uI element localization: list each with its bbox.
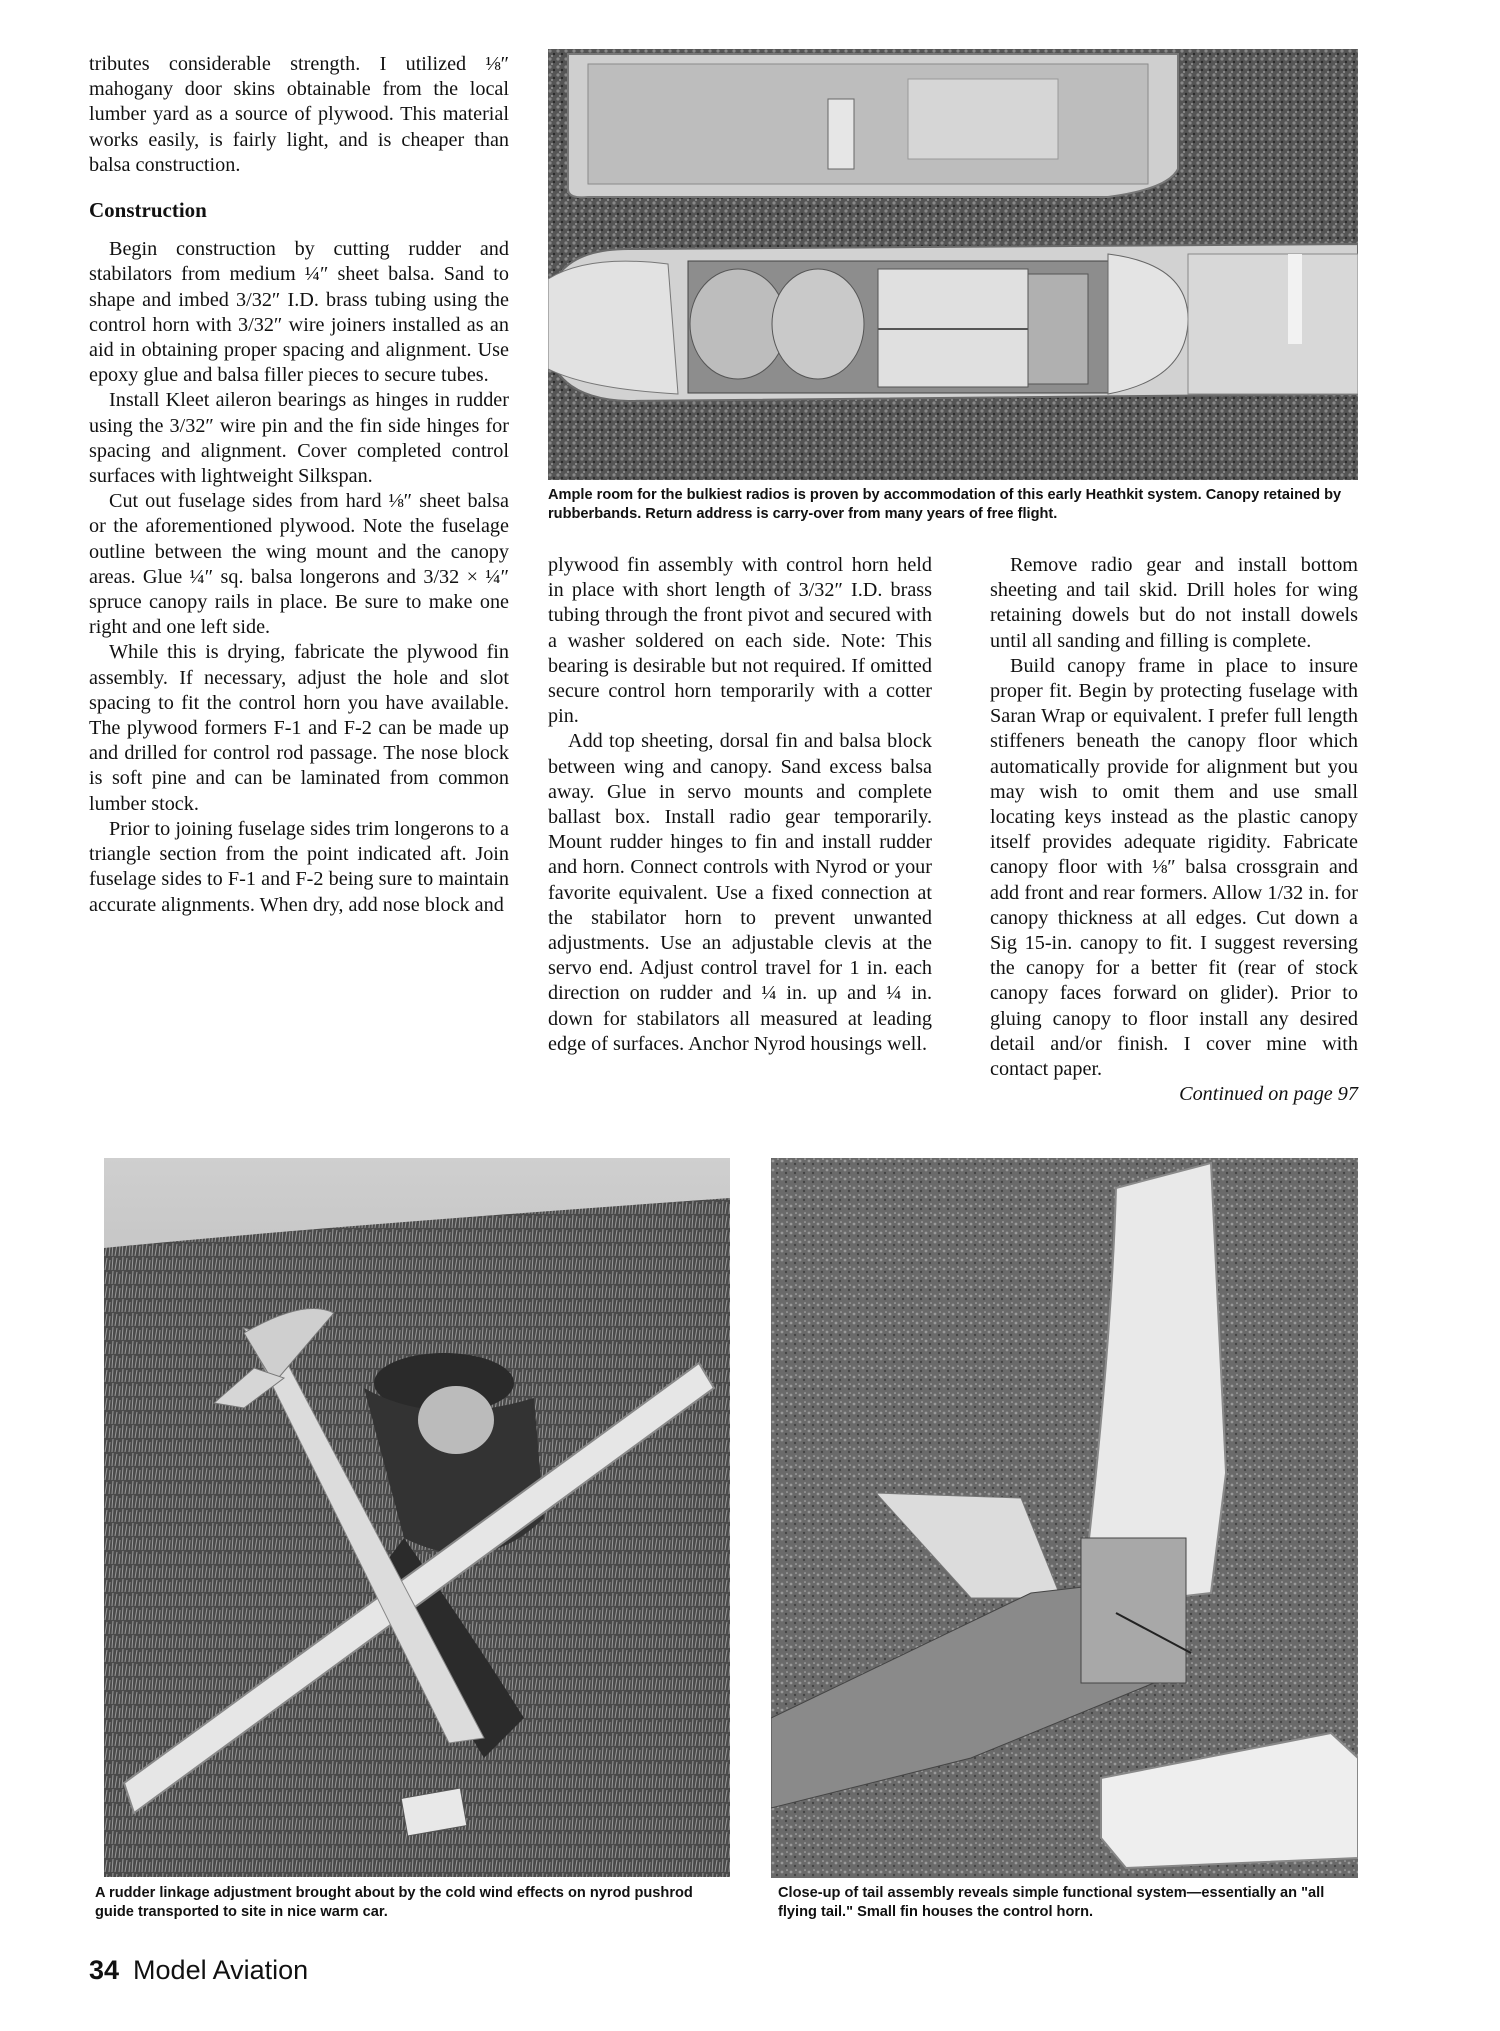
paragraph: tributes considerable strength. I utilized ⅛″ mahogany door skins obtainable from the local lumber yard as a source of plywood. This material works easily, is fairly light, and is cheaper than balsa construction. xyxy=(89,53,509,176)
paragraph: Begin construction by cutting rudder and stabilators from medium ¼″ sheet balsa. Sand to shape and imbed 3/32″ I.D. brass tubing using the control horn with 3/32″ wire joiners installed as an aid in obtaining proper spacing and alignment. Use epoxy glue and balsa filler pieces to secure tubes. xyxy=(89,238,509,387)
paragraph: Remove radio gear and install bottom sheeting and tail skid. Drill holes for wing retaining dowels but do not install dowels until all sanding and filling is complete. xyxy=(990,554,1358,652)
column-2 xyxy=(548,553,932,1057)
paragraph: Prior to joining fuselage sides trim longerons to a triangle section from the point indicated aft. Join fuselage sides to F-1 and F-2 being sure to maintain accurate alignments. When dry, add nose block and xyxy=(89,817,509,916)
page-footer xyxy=(89,1955,308,1985)
column-1 xyxy=(89,52,509,918)
section-heading: Construction xyxy=(89,198,207,223)
photo-tail-assembly xyxy=(771,1158,1358,1878)
paragraph: Cut out fuselage sides from hard ⅛″ sheet balsa or the aforementioned plywood. Note the fuselage outline between the wing mount and the canopy areas. Glue ¼″ sq. balsa longerons and 3/32 × ¼″ spruce canopy rails in place. Be sure to make one right and one left side. xyxy=(89,490,509,639)
paragraph: Install Kleet aileron bearings as hinges in rudder using the 3/32″ wire pin and the fin side hinges for spacing and alignment. Cover completed control surfaces with lightweight Silkspan. xyxy=(89,389,509,488)
caption-top: Ample room for the bulkiest radios is proven by accommodation of this early Heathkit system. Canopy retained by rubberbands. Return address is carry-over from many years of free flight. xyxy=(548,487,1342,522)
photo-glider-field xyxy=(104,1158,730,1877)
paragraph: While this is drying, fabricate the plywood fin assembly. If necessary, adjust the hole and slot spacing to fit the control horn you have available. The plywood formers F-1 and F-2 can be made up and drilled for control rod passage. The nose block is soft pine and can be laminated from common lumber stock. xyxy=(89,641,509,815)
paragraph: plywood fin assembly with control horn held in place with short length of 3/32″ I.D. brass tubing through the front pivot and secured with a washer soldered on each side. Note: This bearing is desirable but not required. If omitted secure control horn temporarily with a cotter pin. xyxy=(548,554,932,728)
magazine-name: Model Aviation xyxy=(133,1955,309,1985)
photo-radio-compartment xyxy=(548,49,1358,480)
caption-bottom-right: Close-up of tail assembly reveals simple functional system—essentially an "all flying tail." Small fin houses the control horn. xyxy=(778,1885,1325,1920)
column-3 xyxy=(990,553,1358,1107)
paragraph: Add top sheeting, dorsal fin and balsa block between wing and canopy. Sand excess balsa away. Glue in servo mounts and complete ballast box. Install radio gear temporarily. Mount rudder hinges to fin and install rudder and horn. Connect controls with Nyrod or your favorite equivalent. Use a fixed connection at the stabilator horn to prevent unwanted adjustments. Use an adjustable clevis at the servo end. Adjust control travel for 1 in. each direction on rudder and ¼ in. up and ¼ in. down for stabilators all measured at leading edge of surfaces. Anchor Nyrod housings well. xyxy=(548,730,932,1055)
paragraph: Build canopy frame in place to insure proper fit. Begin by protecting fuselage with Saran Wrap or equivalent. I prefer full length stiffeners beneath the canopy floor which automatically provide for alignment but you may wish to omit them and use small locating keys instead as the plastic canopy itself provides adequate rigidity. Fabricate canopy floor with ⅛″ balsa crossgrain and add front and rear formers. Allow 1/32 in. for canopy thickness at all edges. Cut down a Sig 15-in. canopy to fit. I suggest reversing the canopy for a better fit (rear of stock canopy faces forward on glider). Prior to gluing canopy to floor install any desired detail and/or finish. I cover mine with contact paper. xyxy=(990,654,1358,1081)
caption-bottom-left: A rudder linkage adjustment brought about by the cold wind effects on nyrod pushrod guide transported to site in nice warm car. xyxy=(95,1885,693,1920)
continued-note: Continued on page 97 xyxy=(1179,1083,1358,1106)
page-number: 34 xyxy=(89,1955,120,1985)
